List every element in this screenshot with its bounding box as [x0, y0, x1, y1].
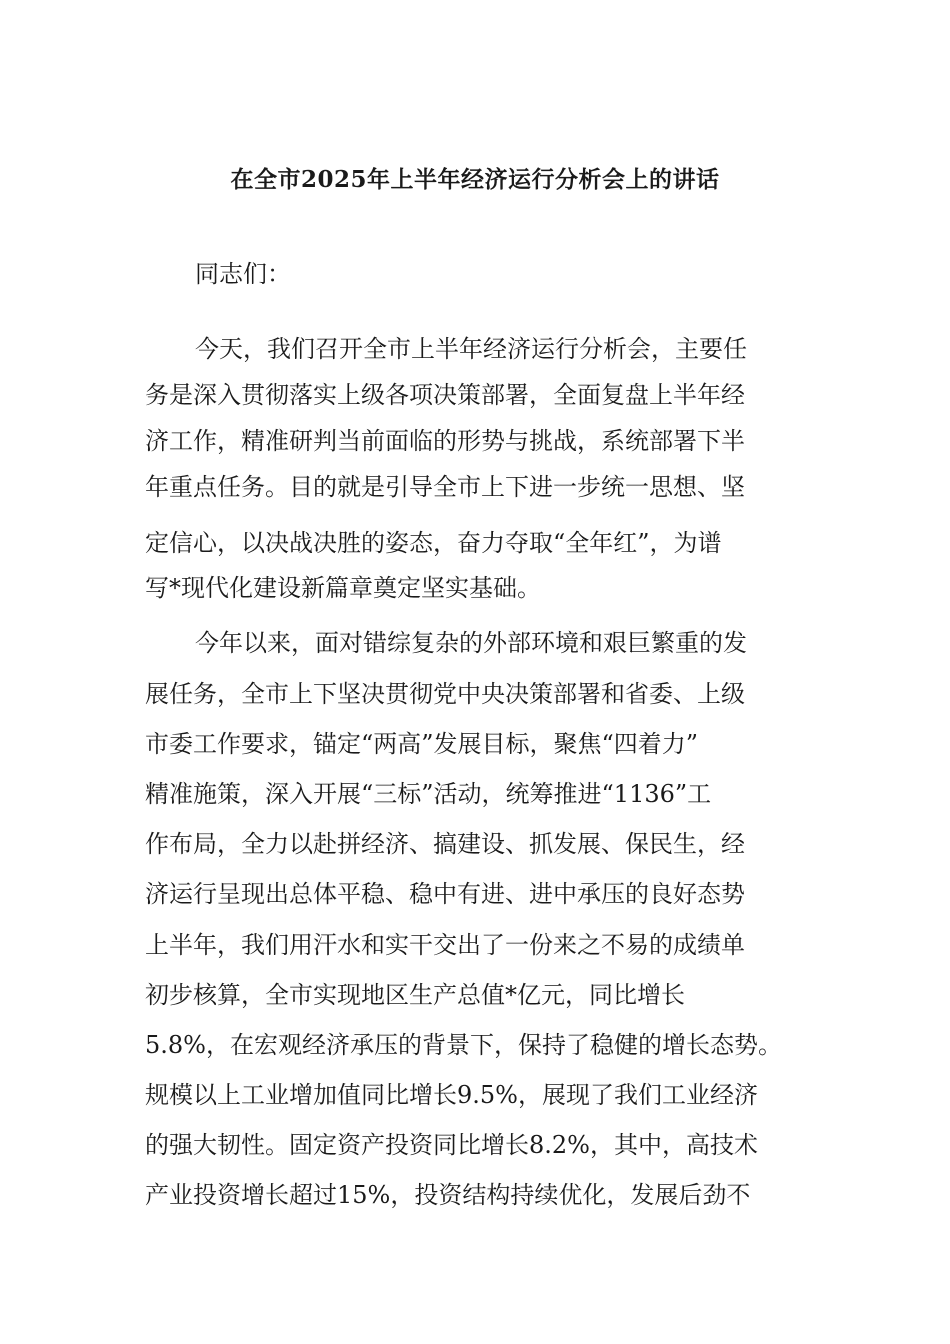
body-line: 济工作，精准研判当前面临的形势与挑战，系统部署下半 — [145, 427, 745, 455]
body-line: 规模以上工业增加值同比增长9.5%，展现了我们工业经济 — [145, 1081, 758, 1109]
body-line: 上半年，我们用汗水和实干交出了一份来之不易的成绩单 — [145, 931, 745, 959]
body-line: 市委工作要求，锚定“两高”发展目标，聚焦“四着力” — [145, 730, 699, 758]
document-title: 在全市2025年上半年经济运行分析会上的讲话 — [230, 166, 720, 193]
body-line: 作布局，全力以赴拼经济、搞建设、抓发展、保民生，经 — [145, 830, 745, 858]
body-line: 的强大韧性。固定资产投资同比增长8.2%，其中，高技术 — [145, 1131, 758, 1159]
body-line: 今天，我们召开全市上半年经济运行分析会，主要任 — [195, 335, 747, 363]
body-line: 产业投资增长超过15%，投资结构持续优化，发展后劲不 — [145, 1181, 751, 1209]
salutation-line: 同志们： — [195, 260, 291, 288]
body-line: 写*现代化建设新篇章奠定坚实基础。 — [145, 574, 541, 602]
body-line: 初步核算，全市实现地区生产总值*亿元，同比增长 — [145, 981, 685, 1009]
body-line: 精准施策，深入开展“三标”活动，统筹推进“1136”工 — [145, 780, 712, 808]
body-line: 定信心，以决战决胜的姿态，奋力夺取“全年红”，为谱 — [145, 529, 722, 557]
body-line: 5.8%，在宏观经济承压的背景下，保持了稳健的增长态势。 — [145, 1031, 782, 1059]
body-line: 务是深入贯彻落实上级各项决策部署，全面复盘上半年经 — [145, 381, 745, 409]
body-line: 展任务，全市上下坚决贯彻党中央决策部署和省委、上级 — [145, 680, 745, 708]
body-line: 今年以来，面对错综复杂的外部环境和艰巨繁重的发 — [195, 629, 747, 657]
body-line: 年重点任务。目的就是引导全市上下进一步统一思想、坚 — [145, 473, 745, 501]
body-line: 济运行呈现出总体平稳、稳中有进、进中承压的良好态势 — [145, 880, 745, 908]
